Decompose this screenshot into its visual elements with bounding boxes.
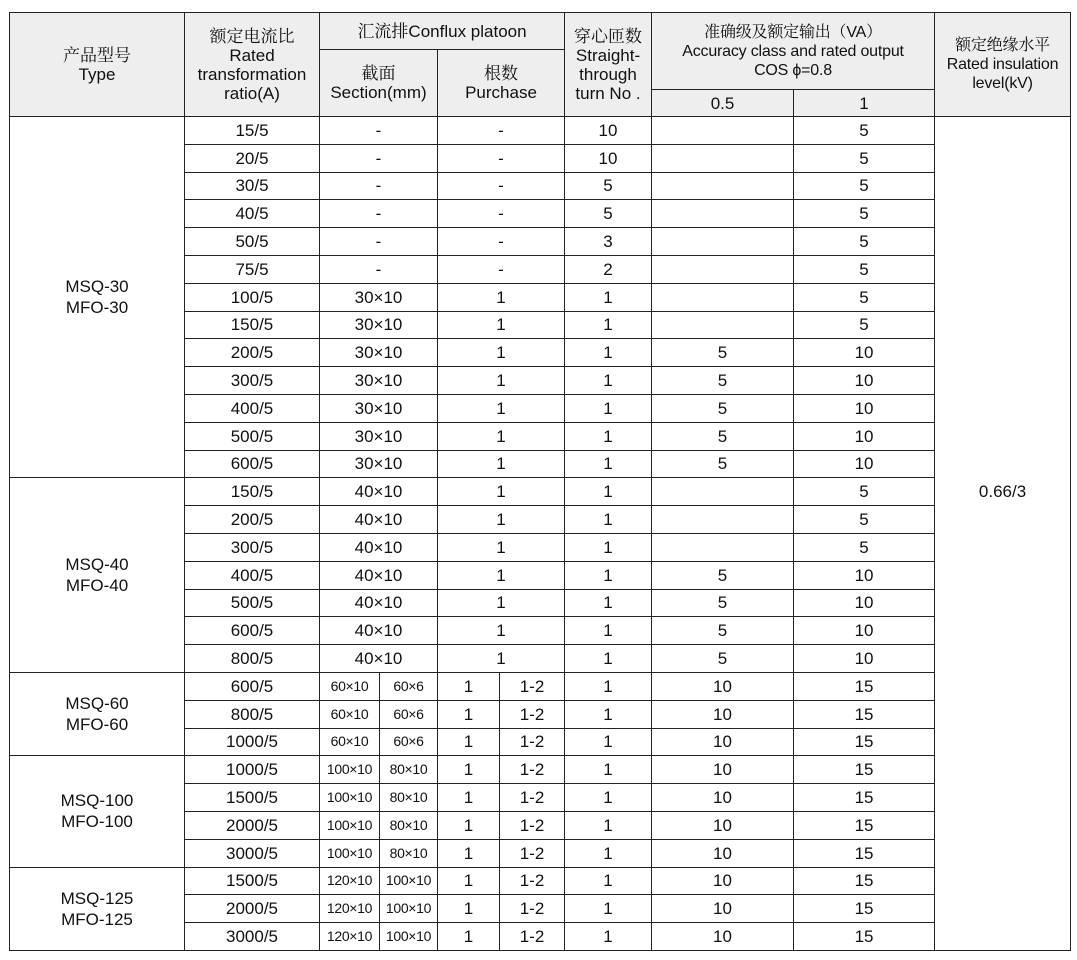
header-turns-en3: turn No .	[575, 83, 641, 103]
turns-cell: 1	[565, 589, 652, 617]
turns-cell: 1	[565, 450, 652, 478]
ratio-cell: 1000/5	[185, 728, 320, 756]
section-cell: 30×10	[320, 394, 438, 422]
output-1-cell: 15	[794, 867, 935, 895]
type-cell	[10, 478, 185, 673]
section-cell: -	[320, 172, 438, 200]
output-1-cell: 15	[794, 700, 935, 728]
output-1-cell: 10	[794, 561, 935, 589]
turns-cell: 3	[565, 228, 652, 256]
header-class-0-5: 0.5	[652, 90, 794, 117]
type-cell	[10, 672, 185, 755]
output-0-5-cell: 5	[652, 450, 794, 478]
purchase-a-cell: 1	[438, 672, 500, 700]
output-1-cell: 10	[794, 617, 935, 645]
purchase-cell: -	[438, 200, 565, 228]
section-a-cell: 60×10	[320, 728, 380, 756]
header-purchase-cn: 根数	[484, 64, 518, 83]
output-1-cell: 5	[794, 144, 935, 172]
purchase-cell: -	[438, 144, 565, 172]
turns-cell: 1	[565, 561, 652, 589]
header-busbar	[320, 13, 565, 50]
header-insulation-cn: 额定绝缘水平	[955, 37, 1050, 54]
type-name-2: MFO-40	[65, 576, 129, 596]
header-section-cn: 截面	[361, 64, 396, 83]
output-1-cell: 5	[794, 172, 935, 200]
section-b-cell: 80×10	[380, 811, 438, 839]
purchase-b-cell: 1-2	[500, 923, 565, 951]
output-0-5-cell: 5	[652, 422, 794, 450]
output-0-5-cell	[652, 200, 794, 228]
turns-cell: 2	[565, 255, 652, 283]
section-cell: -	[320, 255, 438, 283]
purchase-b-cell: 1-2	[500, 839, 565, 867]
output-1-cell: 5	[794, 200, 935, 228]
type-name-1: MSQ-30	[65, 277, 129, 297]
header-ratio-en1: Rated	[229, 45, 275, 65]
output-1-cell: 15	[794, 923, 935, 951]
output-1-cell: 10	[794, 645, 935, 673]
purchase-b-cell: 1-2	[500, 811, 565, 839]
header-section	[320, 50, 438, 117]
turns-cell: 1	[565, 895, 652, 923]
purchase-cell: 1	[438, 506, 565, 534]
output-0-5-cell: 5	[652, 617, 794, 645]
section-b-cell: 100×10	[380, 867, 438, 895]
purchase-cell: -	[438, 228, 565, 256]
turns-cell: 1	[565, 728, 652, 756]
ratio-cell: 20/5	[185, 144, 320, 172]
ratio-cell: 2000/5	[185, 895, 320, 923]
purchase-cell: -	[438, 172, 565, 200]
ratio-cell: 300/5	[185, 367, 320, 395]
ratio-cell: 40/5	[185, 200, 320, 228]
purchase-cell: 1	[438, 311, 565, 339]
output-0-5-cell	[652, 533, 794, 561]
purchase-b-cell: 1-2	[500, 784, 565, 812]
output-0-5-cell: 10	[652, 923, 794, 951]
purchase-a-cell: 1	[438, 867, 500, 895]
turns-cell: 1	[565, 923, 652, 951]
turns-cell: 10	[565, 144, 652, 172]
section-b-cell: 80×10	[380, 839, 438, 867]
purchase-cell: 1	[438, 422, 565, 450]
turns-cell: 1	[565, 283, 652, 311]
table-row	[10, 756, 1071, 784]
output-1-cell: 5	[794, 506, 935, 534]
output-1-cell: 15	[794, 672, 935, 700]
purchase-cell: 1	[438, 561, 565, 589]
output-0-5-cell	[652, 478, 794, 506]
type-name-2: MFO-30	[65, 298, 129, 318]
output-0-5-cell: 10	[652, 839, 794, 867]
header-busbar-title: 汇流排Conflux platoon	[357, 21, 527, 41]
turns-cell: 1	[565, 645, 652, 673]
turns-cell: 5	[565, 200, 652, 228]
section-cell: 30×10	[320, 339, 438, 367]
section-cell: 40×10	[320, 589, 438, 617]
purchase-a-cell: 1	[438, 756, 500, 784]
header-turns	[565, 13, 652, 117]
header-ratio-en3: ratio(A)	[224, 83, 280, 103]
ratio-cell: 600/5	[185, 617, 320, 645]
section-cell: 40×10	[320, 478, 438, 506]
output-1-cell: 5	[794, 283, 935, 311]
type-name-1: MSQ-40	[65, 555, 129, 575]
type-name-2: MFO-125	[61, 909, 133, 929]
purchase-a-cell: 1	[438, 895, 500, 923]
turns-cell: 1	[565, 700, 652, 728]
output-0-5-cell: 5	[652, 367, 794, 395]
section-b-cell: 100×10	[380, 923, 438, 951]
output-0-5-cell	[652, 506, 794, 534]
header-type-en: Type	[78, 64, 116, 84]
output-1-cell: 15	[794, 811, 935, 839]
output-0-5-cell	[652, 172, 794, 200]
section-cell: -	[320, 144, 438, 172]
section-cell: 40×10	[320, 506, 438, 534]
type-cell	[10, 117, 185, 478]
section-cell: 30×10	[320, 422, 438, 450]
section-cell: 30×10	[320, 367, 438, 395]
header-turns-en1: Straight-	[575, 45, 641, 65]
table-row	[10, 117, 1071, 145]
output-1-cell: 5	[794, 478, 935, 506]
header-insulation	[935, 13, 1071, 117]
ratio-cell: 500/5	[185, 589, 320, 617]
ratio-cell: 3000/5	[185, 839, 320, 867]
purchase-cell: -	[438, 255, 565, 283]
section-a-cell: 100×10	[320, 811, 380, 839]
purchase-b-cell: 1-2	[500, 867, 565, 895]
turns-cell: 5	[565, 172, 652, 200]
ratio-cell: 800/5	[185, 645, 320, 673]
ratio-cell: 150/5	[185, 478, 320, 506]
type-name-1: MSQ-125	[60, 888, 134, 908]
output-0-5-cell	[652, 283, 794, 311]
turns-cell: 1	[565, 784, 652, 812]
section-cell: -	[320, 200, 438, 228]
turns-cell: 10	[565, 117, 652, 145]
output-0-5-cell: 5	[652, 589, 794, 617]
purchase-cell: 1	[438, 339, 565, 367]
specification-table	[9, 12, 1071, 951]
turns-cell: 1	[565, 394, 652, 422]
ratio-cell: 400/5	[185, 561, 320, 589]
section-a-cell: 100×10	[320, 839, 380, 867]
output-1-cell: 10	[794, 367, 935, 395]
purchase-cell: 1	[438, 589, 565, 617]
insulation-level-cell: 0.66/3	[935, 117, 1071, 951]
type-name-1: MSQ-60	[65, 694, 129, 714]
output-1-cell: 15	[794, 728, 935, 756]
ratio-cell: 2000/5	[185, 811, 320, 839]
purchase-a-cell: 1	[438, 811, 500, 839]
header-accuracy	[652, 13, 935, 90]
turns-cell: 1	[565, 339, 652, 367]
turns-cell: 1	[565, 672, 652, 700]
purchase-a-cell: 1	[438, 839, 500, 867]
purchase-a-cell: 1	[438, 784, 500, 812]
output-0-5-cell: 10	[652, 867, 794, 895]
ratio-cell: 15/5	[185, 117, 320, 145]
section-a-cell: 120×10	[320, 895, 380, 923]
output-0-5-cell	[652, 255, 794, 283]
ratio-cell: 30/5	[185, 172, 320, 200]
section-cell: 30×10	[320, 311, 438, 339]
turns-cell: 1	[565, 478, 652, 506]
output-0-5-cell: 5	[652, 394, 794, 422]
ratio-cell: 100/5	[185, 283, 320, 311]
header-section-en: Section(mm)	[330, 83, 427, 102]
section-cell: -	[320, 228, 438, 256]
purchase-cell: 1	[438, 645, 565, 673]
output-0-5-cell: 5	[652, 339, 794, 367]
purchase-cell: 1	[438, 283, 565, 311]
header-type-cn: 产品型号	[63, 45, 131, 65]
type-name-2: MFO-100	[61, 812, 133, 832]
output-0-5-cell: 10	[652, 895, 794, 923]
section-a-cell: 100×10	[320, 784, 380, 812]
purchase-b-cell: 1-2	[500, 895, 565, 923]
purchase-cell: -	[438, 117, 565, 145]
header-class-1: 1	[794, 90, 935, 117]
ratio-cell: 200/5	[185, 506, 320, 534]
section-b-cell: 60×6	[380, 700, 438, 728]
output-0-5-cell: 5	[652, 645, 794, 673]
purchase-cell: 1	[438, 450, 565, 478]
turns-cell: 1	[565, 617, 652, 645]
section-a-cell: 120×10	[320, 923, 380, 951]
table-row	[10, 478, 1071, 506]
header-turns-en2: through	[579, 64, 637, 84]
turns-cell: 1	[565, 839, 652, 867]
ratio-cell: 200/5	[185, 339, 320, 367]
header-insulation-en1: Rated insulation	[946, 56, 1059, 73]
ratio-cell: 1500/5	[185, 784, 320, 812]
header-insulation-en2: level(kV)	[972, 75, 1033, 92]
ratio-cell: 50/5	[185, 228, 320, 256]
section-a-cell: 100×10	[320, 756, 380, 784]
output-0-5-cell: 10	[652, 784, 794, 812]
header-purchase-en: Purchase	[465, 83, 537, 102]
output-1-cell: 5	[794, 311, 935, 339]
turns-cell: 1	[565, 811, 652, 839]
output-0-5-cell	[652, 117, 794, 145]
ratio-cell: 800/5	[185, 700, 320, 728]
ratio-cell: 300/5	[185, 533, 320, 561]
header-ratio-cn: 额定电流比	[209, 26, 295, 46]
type-cell	[10, 867, 185, 950]
output-0-5-cell	[652, 311, 794, 339]
output-1-cell: 5	[794, 228, 935, 256]
turns-cell: 1	[565, 367, 652, 395]
output-1-cell: 15	[794, 895, 935, 923]
section-cell: 40×10	[320, 533, 438, 561]
ratio-cell: 600/5	[185, 672, 320, 700]
header-accuracy-en1: Accuracy class and rated output	[682, 42, 904, 60]
purchase-cell: 1	[438, 367, 565, 395]
output-1-cell: 5	[794, 255, 935, 283]
purchase-cell: 1	[438, 478, 565, 506]
section-b-cell: 80×10	[380, 784, 438, 812]
section-b-cell: 60×6	[380, 672, 438, 700]
section-a-cell: 120×10	[320, 867, 380, 895]
purchase-a-cell: 1	[438, 923, 500, 951]
purchase-b-cell: 1-2	[500, 672, 565, 700]
output-0-5-cell: 10	[652, 700, 794, 728]
output-1-cell: 10	[794, 339, 935, 367]
ratio-cell: 1000/5	[185, 756, 320, 784]
output-1-cell: 15	[794, 839, 935, 867]
output-1-cell: 10	[794, 589, 935, 617]
output-0-5-cell: 10	[652, 672, 794, 700]
turns-cell: 1	[565, 422, 652, 450]
purchase-a-cell: 1	[438, 728, 500, 756]
type-name-2: MFO-60	[65, 715, 129, 735]
section-a-cell: 60×10	[320, 672, 380, 700]
section-b-cell: 100×10	[380, 895, 438, 923]
section-cell: -	[320, 117, 438, 145]
turns-cell: 1	[565, 756, 652, 784]
purchase-cell: 1	[438, 533, 565, 561]
ratio-cell: 1500/5	[185, 867, 320, 895]
output-1-cell: 15	[794, 784, 935, 812]
ratio-cell: 600/5	[185, 450, 320, 478]
header-ratio	[185, 13, 320, 117]
turns-cell: 1	[565, 311, 652, 339]
ratio-cell: 500/5	[185, 422, 320, 450]
output-1-cell: 10	[794, 394, 935, 422]
output-0-5-cell	[652, 228, 794, 256]
purchase-b-cell: 1-2	[500, 700, 565, 728]
table-row	[10, 672, 1071, 700]
ratio-cell: 75/5	[185, 255, 320, 283]
section-b-cell: 80×10	[380, 756, 438, 784]
output-1-cell: 10	[794, 450, 935, 478]
header-accuracy-en2: COS ϕ=0.8	[754, 61, 832, 79]
section-cell: 30×10	[320, 283, 438, 311]
purchase-b-cell: 1-2	[500, 756, 565, 784]
type-cell	[10, 756, 185, 867]
section-cell: 40×10	[320, 561, 438, 589]
output-0-5-cell	[652, 144, 794, 172]
turns-cell: 1	[565, 867, 652, 895]
output-1-cell: 15	[794, 756, 935, 784]
output-0-5-cell: 5	[652, 561, 794, 589]
type-name-1: MSQ-100	[60, 791, 134, 811]
ratio-cell: 400/5	[185, 394, 320, 422]
purchase-cell: 1	[438, 394, 565, 422]
table-row	[10, 867, 1071, 895]
turns-cell: 1	[565, 506, 652, 534]
purchase-b-cell: 1-2	[500, 728, 565, 756]
header-type	[10, 13, 185, 117]
purchase-a-cell: 1	[438, 700, 500, 728]
section-a-cell: 60×10	[320, 700, 380, 728]
header-ratio-en2: transformation	[197, 64, 307, 84]
section-b-cell: 60×6	[380, 728, 438, 756]
output-0-5-cell: 10	[652, 728, 794, 756]
turns-cell: 1	[565, 533, 652, 561]
output-0-5-cell: 10	[652, 811, 794, 839]
header-purchase	[438, 50, 565, 117]
table-header	[10, 13, 1071, 117]
section-cell: 30×10	[320, 450, 438, 478]
section-cell: 40×10	[320, 645, 438, 673]
ratio-cell: 150/5	[185, 311, 320, 339]
purchase-cell: 1	[438, 617, 565, 645]
output-1-cell: 5	[794, 533, 935, 561]
output-1-cell: 5	[794, 117, 935, 145]
header-accuracy-cn: 准确级及额定输出（VA）	[704, 23, 882, 41]
section-cell: 40×10	[320, 617, 438, 645]
header-turns-cn: 穿心匝数	[574, 26, 643, 46]
output-1-cell: 10	[794, 422, 935, 450]
ratio-cell: 3000/5	[185, 923, 320, 951]
table-body	[10, 117, 1071, 951]
output-0-5-cell: 10	[652, 756, 794, 784]
